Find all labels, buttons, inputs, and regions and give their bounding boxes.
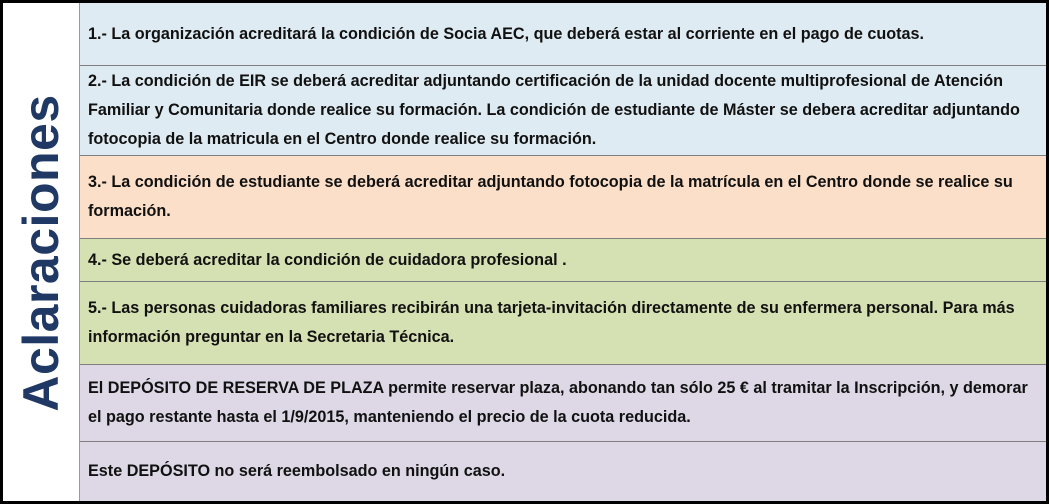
note-row-2 [80,66,1046,156]
deposit-info-text: El DEPÓSITO DE RESERVA DE PLAZA permite reservar plaza, abonando tan sólo 25 € al tramitar la Inscripción, y demorar el pago restante hasta el 1/9/2015, manteniendo el precio de la cuota reducida. [88,379,1028,426]
note-row-4 [80,239,1046,282]
deposit-refund-text: Este DEPÓSITO no será reembolsado en ningún caso. [88,462,506,480]
note-row-1 [80,3,1046,66]
deposit-refund-row [80,442,1046,501]
note-text-3: 3.- La condición de estudiante se deberá acreditar adjuntando fotocopia de la matrícula en el Centro donde se realice su formación. [88,173,1013,220]
note-text-4: 4.- Se deberá acreditar la condición de cuidadora profesional . [88,250,567,269]
note-text-5: 5.- Las personas cuidadoras familiares recibirán una tarjeta-invitación directamente de su enfermera personal. Para más información preguntar en la Secretaria Técnica. [88,299,1015,346]
sidebar [3,3,80,501]
sidebar-title: Aclaraciones [13,94,69,412]
note-text-2: 2.- La condición de EIR se deberá acreditar adjuntando certificación de la unidad docente multiprofesional de Atención Familiar y Comunitaria donde realice su formación. La condición de estudiante de Máster se debera acreditar adjuntando fotocopia de la matricula en el Centro donde realice su formación. [88,72,1020,148]
note-row-3 [80,156,1046,239]
note-row-5 [80,282,1046,365]
notes-list [80,3,1046,501]
note-text-1: 1.- La organización acreditará la condición de Socia AEC, que deberá estar al corriente en el pago de cuotas. [88,24,925,43]
deposit-info-row [80,365,1046,442]
